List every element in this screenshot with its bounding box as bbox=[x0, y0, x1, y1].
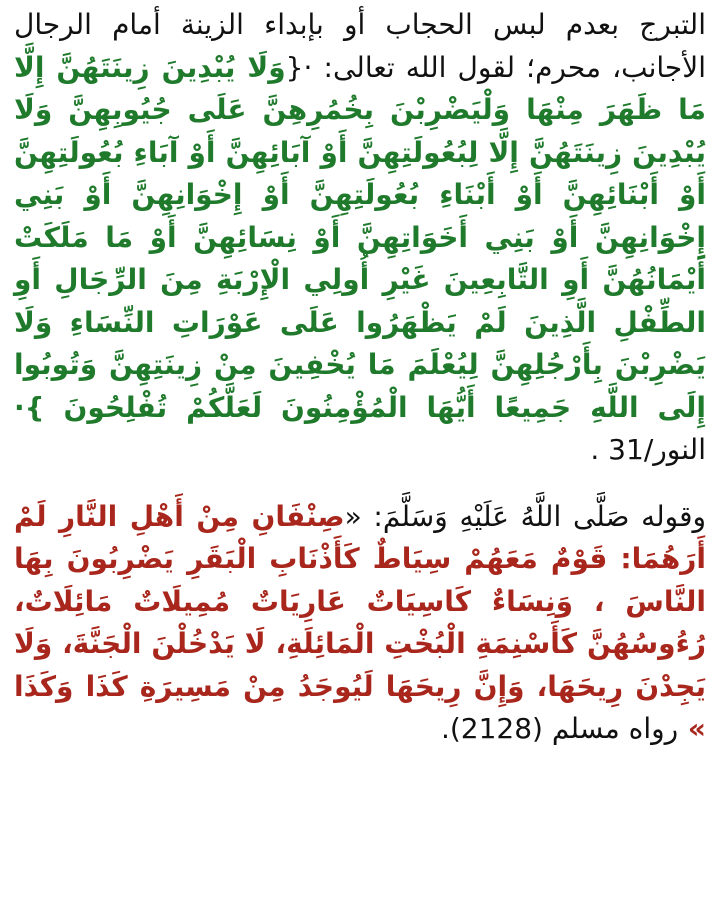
quran-reference: النور/31 . bbox=[590, 433, 706, 466]
hadith-close-quote: » bbox=[678, 712, 706, 745]
quran-verse-close-bracket: }· bbox=[14, 390, 64, 424]
hadith-intro-text: وقوله صَلَّى اللَّهُ عَلَيْهِ وَسَلَّمَ: « bbox=[344, 499, 706, 533]
quran-verse-text: وَلَا يُبْدِينَ زِينَتَهُنَّ إِلَّا مَا ظَهَرَ مِنْهَا وَلْيَضْرِبْنَ بِخُمُرِهِنَّ عَلَى جُيُوبِهِنَّ وَلَا يُبْدِينَ زِينَتَهُنَّ إِلَّا لِبُعُولَتِهِنَّ أَوْ آبَائِهِنَّ أَوْ آبَاءِ بُعُولَتِهِنَّ أَوْ أَبْنَائِهِنَّ أَوْ أَبْنَاءِ بُعُولَتِهِنَّ أَوْ إِخْوَانِهِنَّ أَوْ بَنِي إِخْوَانِهِنَّ أَوْ بَنِي أَخَوَاتِهِنَّ أَوْ نِسَائِهِنَّ أَوْ مَا مَلَكَتْ أَيْمَانُهُنَّ أَوِ التَّابِعِينَ غَيْرِ أُولِي الْإِرْبَةِ مِنَ الرِّجَالِ أَوِ الطِّفْلِ الَّذِينَ لَمْ يَظْهَرُوا عَلَى عَوْرَاتِ النِّسَاءِ وَلَا يَضْرِبْنَ بِأَرْجُلِهِنَّ لِيُعْلَمَ مَا يُخْفِينَ مِنْ زِينَتِهِنَّ وَتُوبُوا إِلَى اللَّهِ جَمِيعًا أَيُّهَا الْمُؤْمِنُونَ لَعَلَّكُمْ تُفْلِحُونَ bbox=[14, 50, 706, 424]
hadith-paragraph bbox=[14, 496, 706, 751]
hadith-text: صِنْفَانِ مِنْ أَهْلِ النَّارِ لَمْ أَرَهُمَا: قَوْمٌ مَعَهُمْ سِيَاطٌ كَأَذْنَابِ الْبَقَرِ يَضْرِبُونَ بِهَا النَّاسَ ، وَنِسَاءٌ كَاسِيَاتٌ عَارِيَاتٌ مُمِيلَاتٌ مَائِلَاتٌ، رُءُوسُهُنَّ كَأَسْنِمَةِ الْبُخْتِ الْمَائِلَةِ، لَا يَدْخُلْنَ الْجَنَّةَ، وَلَا يَجِدْنَ رِيحَهَا، وَإِنَّ رِيحَهَا لَيُوجَدُ مِنْ مَسِيرَةِ كَذَا وَكَذَا bbox=[14, 499, 706, 703]
hadith-reference: رواه مسلم (2128). bbox=[440, 712, 679, 745]
quran-paragraph bbox=[14, 4, 706, 472]
quran-intro-text: التبرج بعدم لبس الحجاب أو بإبداء الزينة أمام الرجال الأجانب، محرم؛ لقول الله تعالى: ·{ bbox=[14, 8, 706, 84]
